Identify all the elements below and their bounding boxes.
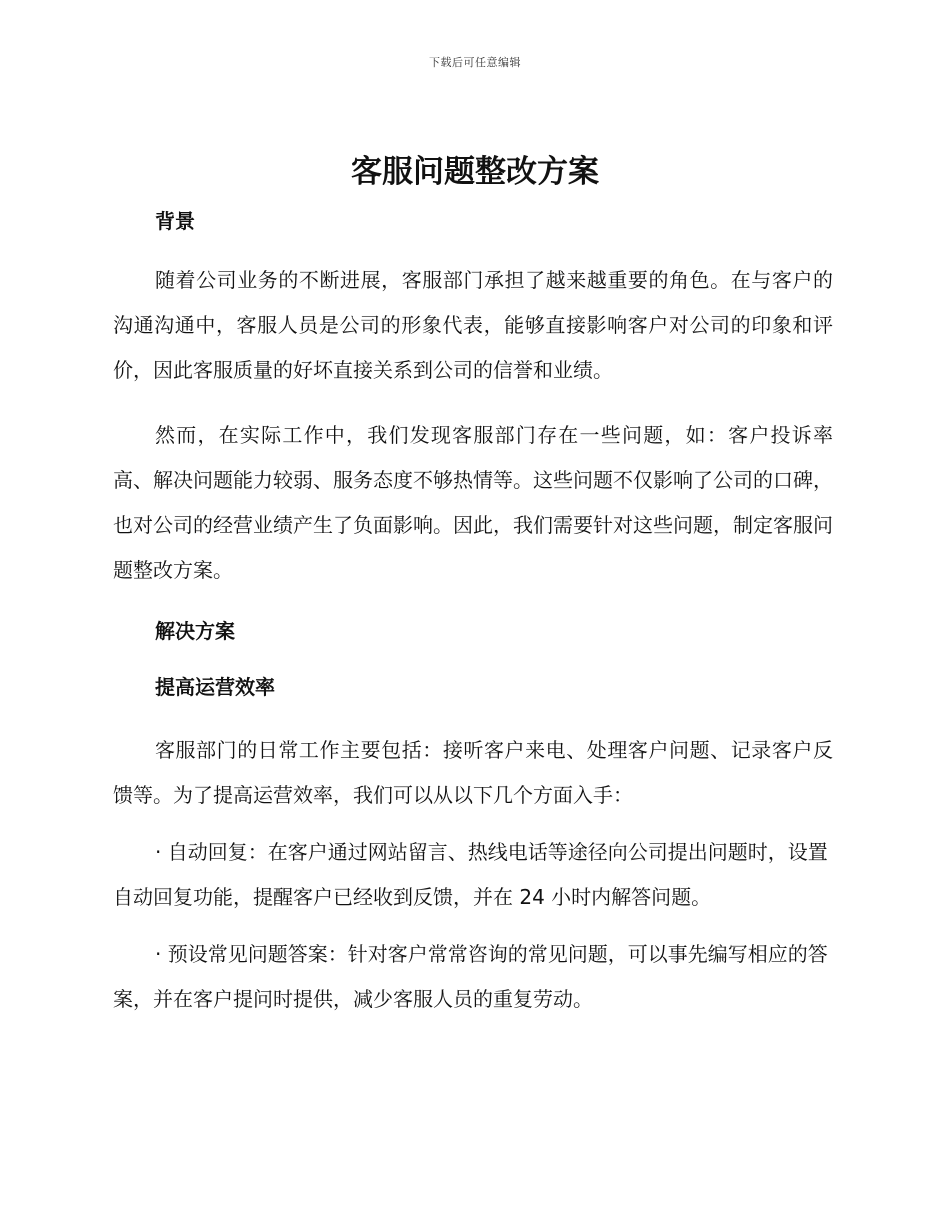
document-title: 客服问题整改方案: [351, 154, 599, 190]
paragraph-background-1: 随着公司业务的不断进展，客服部门承担了越来越重要的角色。在与客户的沟通沟通中，客服人员是公司的形象代表，能够直接影响客户对公司的印象和评价，因此客服质量的好坏直接关系到公司的信誉和业绩。: [113, 268, 833, 382]
heading-efficiency: 提高运营效率: [155, 675, 275, 699]
paragraph-background-2: 然而，在实际工作中，我们发现客服部门存在一些问题，如：客户投诉率高、解决问题能力较弱、服务态度不够热情等。这些问题不仅影响了公司的口碑，也对公司的经营业绩产生了负面影响。因此，我们需要针对这些问题，制定客服问题整改方案。: [113, 423, 833, 582]
bullet-auto-reply: · 自动回复：在客户通过网站留言、热线电话等途径向公司提出问题时，设置自动回复功能，提醒客户已经收到反馈，并在 24 小时内解答问题。: [113, 840, 828, 909]
page-header-note: 下载后可任意编辑: [429, 56, 521, 69]
bullet-faq: · 预设常见问题答案：针对客户常常咨询的常见问题，可以事先编写相应的答案，并在客户提问时提供，减少客服人员的重复劳动。: [113, 942, 828, 1011]
heading-background: 背景: [155, 209, 195, 233]
document-body: [113, 203, 833, 1022]
paragraph-efficiency-1: 客服部门的日常工作主要包括：接听客户来电、处理客户问题、记录客户反馈等。为了提高运营效率，我们可以从以下几个方面入手：: [113, 738, 833, 807]
heading-solution: 解决方案: [155, 619, 235, 643]
